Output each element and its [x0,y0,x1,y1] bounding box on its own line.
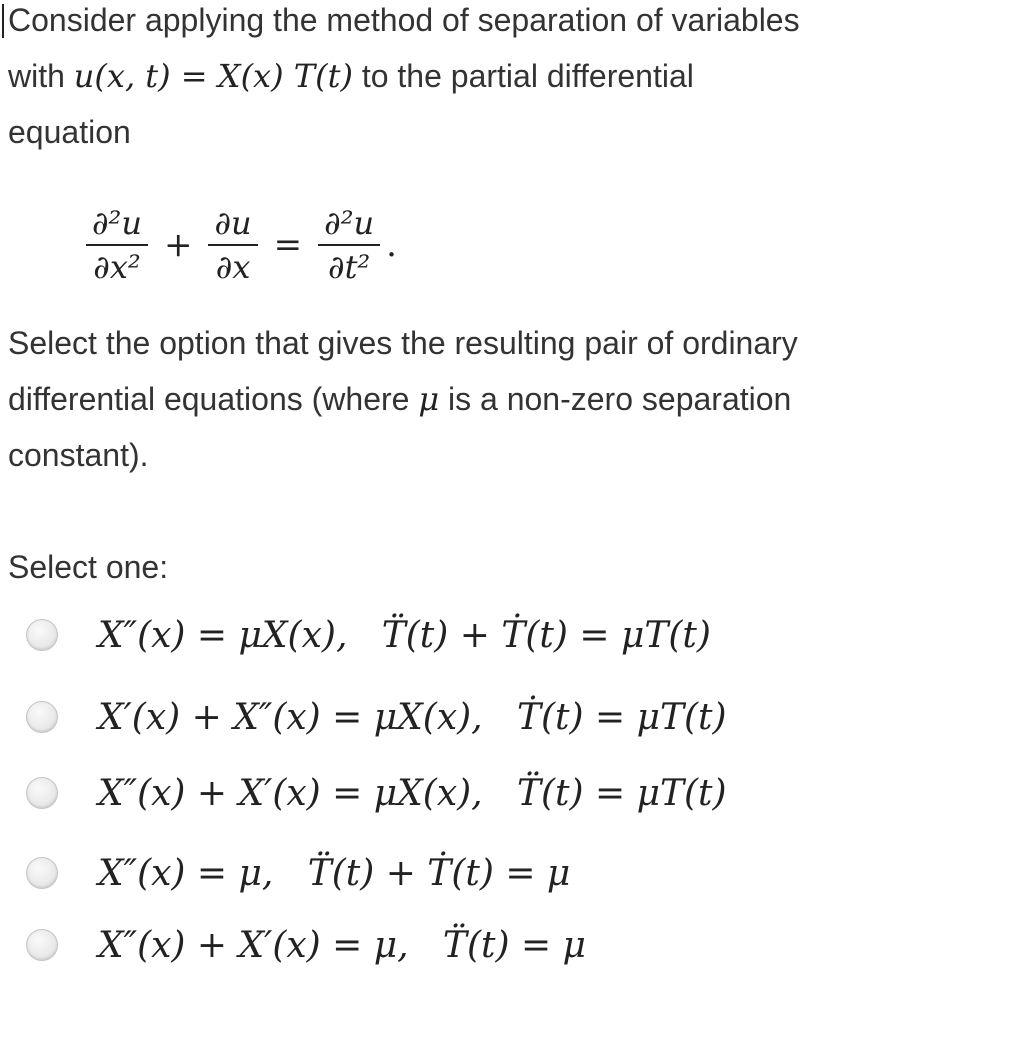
pde-rhs-numerator: ∂²u [324,204,375,242]
instruction-line-1: Select the option that gives the resulting pair of ordinary [8,325,798,361]
radio-button[interactable] [26,701,58,733]
radio-button[interactable] [26,619,58,651]
pde-plus: + [163,225,193,265]
separation-ansatz: u(x, t) = X(x) T(t) [73,57,353,95]
answer-option-text[interactable]: X″(x) + X′(x) = μX(x), T̈(t) = μT(t) [98,772,727,814]
mu-symbol: μ [418,380,440,418]
pde-rhs-denominator: ∂t² [328,248,371,286]
answer-option-text[interactable]: X″(x) = μX(x), T̈(t) + Ṫ(t) = μT(t) [98,614,711,656]
answer-option-5[interactable] [26,910,586,980]
text-cursor [2,4,4,38]
instruction-line-2-prefix: differential equations (where [8,381,419,417]
pde-period: . [386,225,397,265]
radio-button[interactable] [26,857,58,889]
pde-term-2 [208,202,257,288]
answer-option-1[interactable] [26,600,711,670]
pde-rhs [318,202,380,288]
pde-equation [80,190,407,300]
answer-option-text[interactable]: X″(x) + X′(x) = μ, T̈(t) = μ [98,924,586,966]
answer-option-2[interactable] [26,682,727,752]
question-line-1: Consider applying the method of separation of variables [8,2,800,38]
answer-option-text[interactable]: X′(x) + X″(x) = μX(x), Ṫ(t) = μT(t) [98,696,727,738]
question-line-3: equation [8,114,131,150]
pde-term-2-denominator: ∂x [215,248,251,286]
select-one-label: Select one: [8,549,169,585]
question-instruction [8,315,1018,483]
radio-button[interactable] [26,777,58,809]
question-line-2-prefix: with [8,58,74,94]
answer-option-text[interactable]: X″(x) = μ, T̈(t) + Ṫ(t) = μ [98,852,571,894]
question-line-2 [8,48,1018,104]
pde-term-1-numerator: ∂²u [92,204,142,242]
pde-equals: = [273,225,303,265]
radio-button[interactable] [26,929,58,961]
instruction-line-3: constant). [8,437,149,473]
pde-term-1 [86,202,148,288]
instruction-line-2-suffix: is a non-zero separation [439,381,792,417]
instruction-line-2 [8,371,1018,427]
question-intro [8,0,1018,160]
pde-term-2-numerator: ∂u [214,204,252,242]
answer-option-3[interactable] [26,758,727,828]
answer-option-4[interactable] [26,838,570,908]
pde-term-1-denominator: ∂x² [93,248,141,286]
question-line-2-suffix: to the partial differential [352,58,694,94]
